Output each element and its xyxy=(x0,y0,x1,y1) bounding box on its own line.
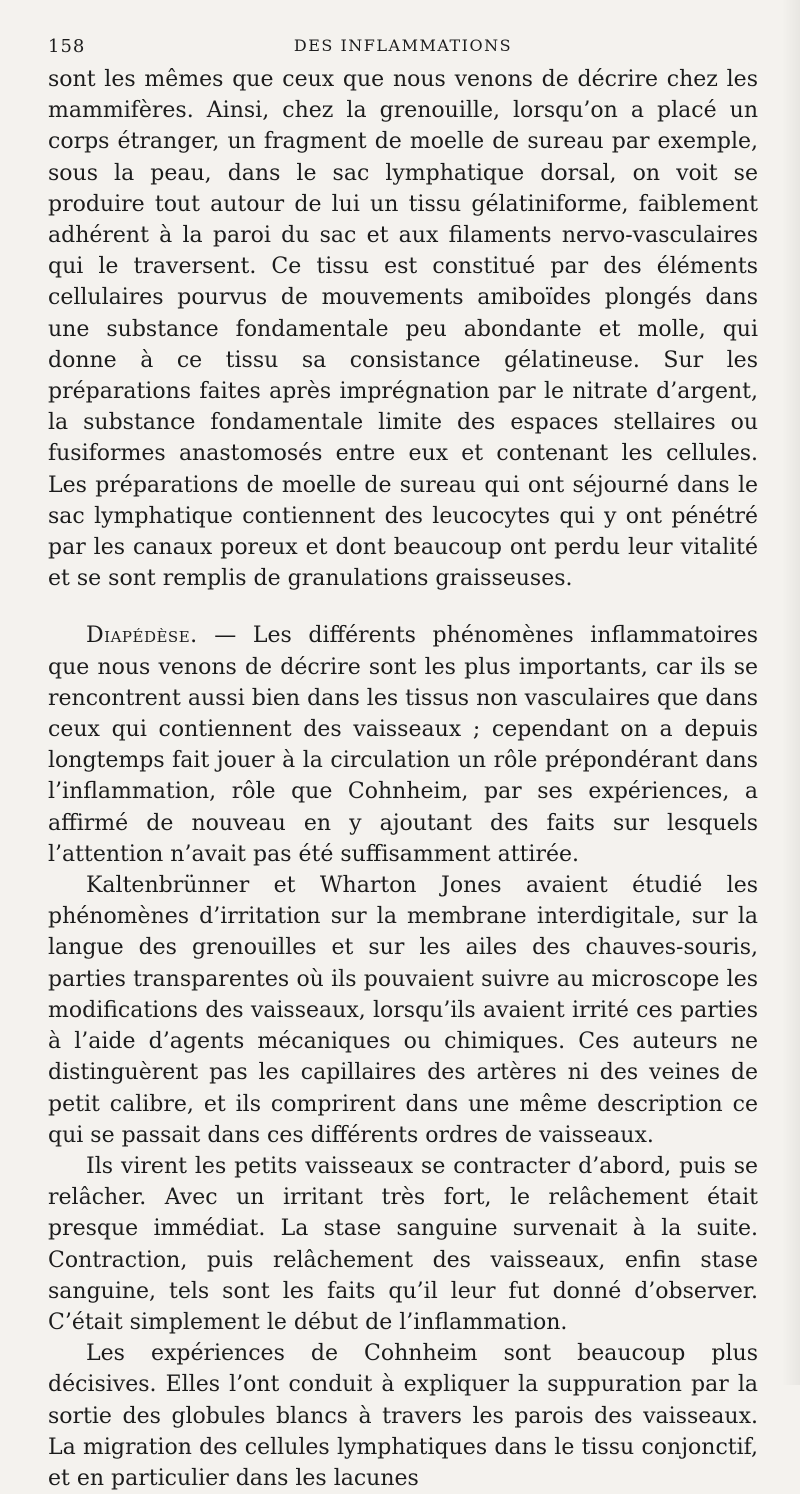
paragraph-4: Ils virent les petits vaisseaux se contracter d’abord, puis se relâcher. Avec un irritant très fort, le relâchement était presque immédiat. La stase sanguine survenait à la suite. Contraction, puis relâchement des vaisseaux, enfin stase sanguine, tels sont les faits qu’il leur fut donné d’observer. C’était simplement le début de l’inflammation. xyxy=(48,1153,758,1335)
page-header xyxy=(48,30,758,64)
section-spacer xyxy=(48,594,758,620)
paragraph-5: Les expériences de Cohnheim sont beaucoup plus décisives. Elles l’ont conduit à expliquer la suppuration par la sortie des globules blancs à travers les parois des vaisseaux. La migration des cellules lymphatiques dans le tissu conjonctif, et en particulier dans les lacunes xyxy=(48,1341,758,1491)
paragraph-3: Kaltenbrünner et Wharton Jones avaient étudié les phénomènes d’irritation sur la membrane interdigitale, sur la langue des grenouilles et sur les ailes des chauves-souris, parties transparentes où ils pouvaient suivre au microscope les modifications des vaisseaux, lorsqu’ils avaient irrité ces parties à l’aide d’agents mécaniques ou chimiques. Ces auteurs ne distinguèrent pas les capillaires des artères ni des veines de petit calibre, et ils comprirent dans une même description ce qui se passait dans ces différents ordres de vaisseaux. xyxy=(48,873,758,1148)
page-edge-shadow xyxy=(782,0,800,1385)
page-number: 158 xyxy=(48,36,86,57)
section-heading-diapedese: Diapédèse. xyxy=(86,623,198,649)
paragraph-diapedese-text: — Les différents phénomènes inflammatoires que nous venons de décrire sont les plus importants, car ils se rencontrent aussi bien dans les tissus non vasculaires que dans ceux qui contiennent des vaisseaux ; cependant on a depuis longtemps fait jouer à la circulation un rôle prépondérant dans l’inflammation, rôle que Cohnheim, par ses expériences, a affirmé de nouveau en y ajoutant des faits sur lesquels l’attention n’avait pas été suffisamment attirée. xyxy=(48,623,758,867)
paragraph-diapedese xyxy=(48,620,758,870)
paragraph-1: sont les mêmes que ceux que nous venons de décrire chez les mammifères. Ainsi, chez la grenouille, lorsqu’on a placé un corps étranger, un fragment de moelle de sureau par exemple, sous la peau, dans le sac lymphatique dorsal, on voit se produire tout autour de lui un tissu gélatiniforme, faiblement adhérent à la paroi du sac et aux filaments nervo-vasculaires qui le traversent. Ce tissu est constitué par des éléments cellulaires pourvus de mouvements amiboïdes plongés dans une substance fondamentale peu abondante et molle, qui donne à ce tissu sa consistance gélatineuse. Sur les préparations faites après imprégnation par le nitrate d’argent, la substance fondamentale limite des espaces stellaires ou fusiformes anastomosés entre eux et contenant les cellules. Les préparations de moelle de sureau qui ont séjourné dans le sac lymphatique contiennent des leucocytes qui y ont pénétré par les canaux poreux et dont beaucoup ont perdu leur vitalité et se sont remplis de granulations graisseuses. xyxy=(48,67,758,592)
running-head: DES INFLAMMATIONS xyxy=(293,36,513,55)
